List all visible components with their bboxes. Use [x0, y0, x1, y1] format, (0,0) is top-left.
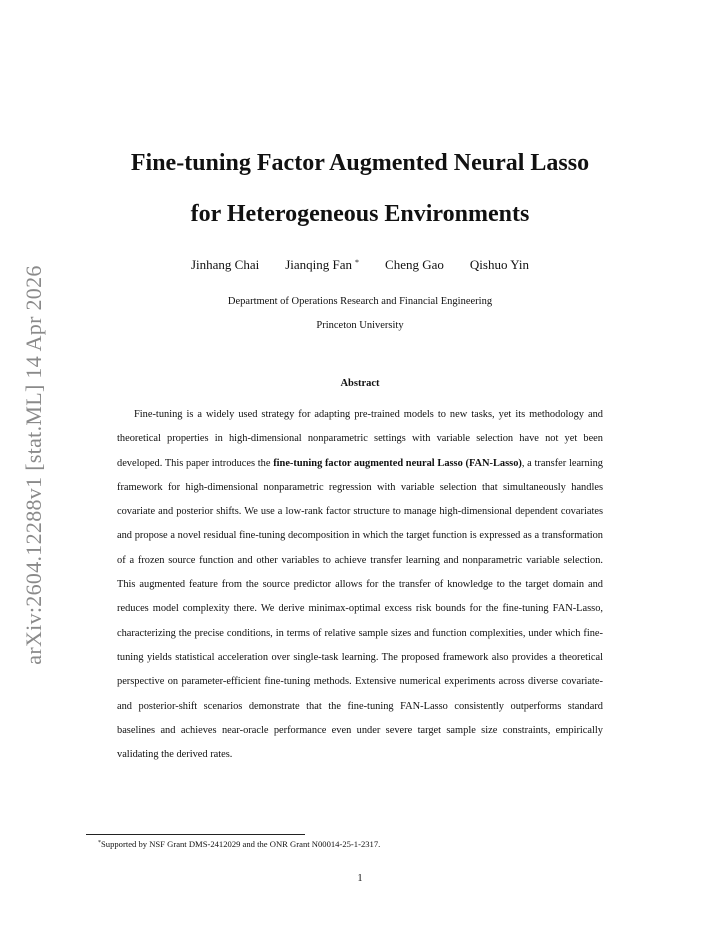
paper-title-line-1: Fine-tuning Factor Augmented Neural Lasso [130, 150, 590, 176]
page-number: 1 [357, 873, 363, 884]
footnote-marker[interactable]: * [355, 258, 360, 267]
footnote-divider [86, 834, 305, 835]
footnote-text: Supported by NSF Grant DMS-2412029 and the ONR Grant N00014-25-1-2317. [101, 839, 381, 849]
abstract-heading: Abstract [340, 378, 380, 389]
footnote [98, 839, 380, 849]
author-name: Jianqing Fan [285, 257, 353, 272]
author-list [0, 257, 720, 273]
author-name: Cheng Gao [385, 257, 444, 272]
author-4 [470, 257, 529, 273]
author-2 [285, 257, 359, 273]
affiliation-department: Department of Operations Research and Financial Engineering [227, 296, 493, 307]
paper-title-line-2: for Heterogeneous Environments [190, 201, 530, 227]
abstract-body [117, 403, 603, 767]
abstract-text-after: , a transfer learning framework for high-dimensional nonparametric regression with variable selection that simultaneously handles covariate and posterior shifts. We use a low-rank factor structure to manage high-dimensional dependent covariates and propose a novel residual fine-tuning decomposition in which the target function is expressed as a transformation of a frozen source function and other variables to achieve transfer learning and nonparametric variable selection. This augmented feature from the source predictor allows for the transfer of knowledge to the target domain and reduces model complexity there. We derive minimax-optimal excess risk bounds for the fine-tuning FAN-Lasso, characterizing the precise conditions, in terms of relative sample sizes and function complexities, under which fine-tuning yields statistical acceleration over single-task learning. The proposed framework also provides a theoretical perspective on parameter-efficient fine-tuning methods. Extensive numerical experiments across diverse covariate- and posterior-shift scenarios demonstrate that the fine-tuning FAN-Lasso consistently outperforms standard baselines and achieves near-oracle performance even under severe target sample size constraints, empirically validating the derived rates. [117, 457, 603, 761]
arxiv-identifier-stamp: arXiv:2604.12288v1 [stat.ML] 14 Apr 2026 [21, 265, 46, 665]
abstract-text-before: Fine-tuning is a widely used strategy for adapting pre-trained models to new tasks, yet its methodology and theoretical properties in high-dimensional nonparametric settings with variable selection have not yet been developed. This paper introduces the [117, 409, 603, 469]
author-1 [191, 257, 259, 273]
footnote-mark: * [98, 840, 101, 846]
affiliation-university: Princeton University [316, 320, 404, 331]
author-name: Qishuo Yin [469, 257, 530, 272]
author-name: Jinhang Chai [190, 257, 260, 272]
author-3 [385, 257, 444, 273]
abstract-bold-term: fine-tuning factor augmented neural Lasso (FAN-Lasso) [273, 457, 522, 469]
